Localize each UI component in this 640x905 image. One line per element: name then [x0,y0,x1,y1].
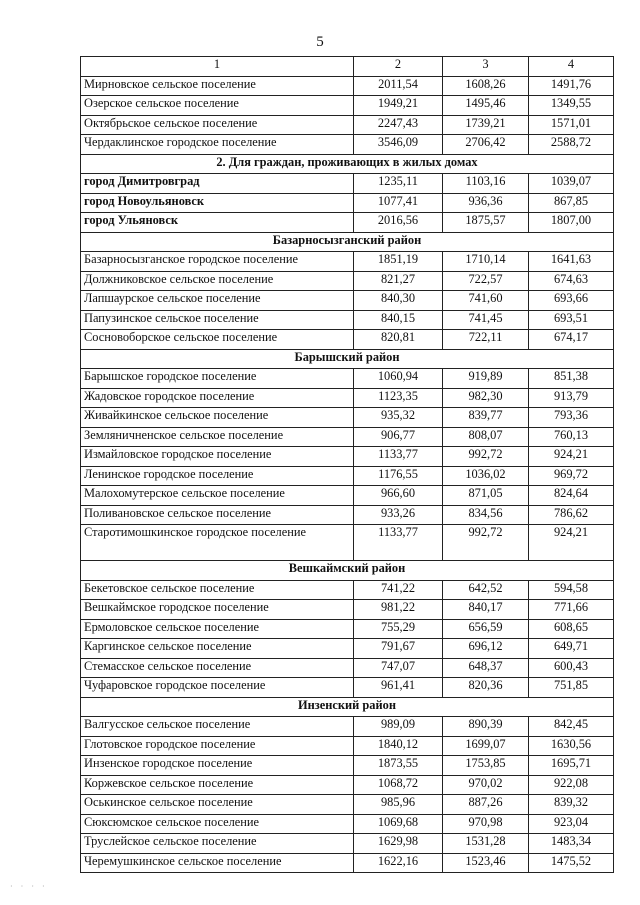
settlement-name: Черемушкинское сельское поселение [81,853,354,873]
value-col-3: 936,36 [443,193,529,213]
value-col-3: 919,89 [443,369,529,389]
settlement-name: Жадовское городское поселение [81,388,354,408]
value-col-4: 693,51 [529,310,614,330]
value-col-2: 906,77 [354,427,443,447]
settlement-name: Измайловское городское поселение [81,447,354,467]
column-header-1: 1 [81,57,354,77]
section-title: Базарносызганский район [81,232,614,252]
settlement-name: Оськинское сельское поселение [81,795,354,815]
settlement-name: Старотимошкинское городское поселение [81,525,354,561]
value-col-3: 970,98 [443,814,529,834]
column-header-4: 4 [529,57,614,77]
value-col-2: 985,96 [354,795,443,815]
value-col-3: 741,45 [443,310,529,330]
settlement-name: город Новоульяновск [81,193,354,213]
settlement-name: Земляничненское сельское поселение [81,427,354,447]
header-row [81,57,614,77]
value-col-3: 1739,21 [443,115,529,135]
value-col-3: 1531,28 [443,834,529,854]
table-row [81,271,614,291]
value-col-4: 649,71 [529,639,614,659]
settlement-name: Чердаклинское городское поселение [81,135,354,155]
value-col-2: 755,29 [354,619,443,639]
settlement-name: Инзенское городское поселение [81,756,354,776]
value-col-4: 1349,55 [529,96,614,116]
value-col-3: 839,77 [443,408,529,428]
value-col-3: 1608,26 [443,76,529,96]
scan-artifact: · · · · [10,882,48,891]
table-row [81,76,614,96]
table-row [81,658,614,678]
value-col-3: 1699,07 [443,736,529,756]
value-col-3: 696,12 [443,639,529,659]
settlement-name: город Димитровград [81,174,354,194]
value-col-2: 1949,21 [354,96,443,116]
section-header-row [81,232,614,252]
value-col-3: 808,07 [443,427,529,447]
value-col-2: 1077,41 [354,193,443,213]
table-row [81,427,614,447]
value-col-3: 648,37 [443,658,529,678]
value-col-4: 608,65 [529,619,614,639]
table-row [81,447,614,467]
value-col-4: 851,38 [529,369,614,389]
table-row [81,756,614,776]
value-col-3: 970,02 [443,775,529,795]
settlement-name: Живайкинское сельское поселение [81,408,354,428]
value-col-2: 1840,12 [354,736,443,756]
value-col-2: 1235,11 [354,174,443,194]
table-row [81,678,614,698]
value-col-3: 1523,46 [443,853,529,873]
value-col-4: 771,66 [529,600,614,620]
table-row [81,853,614,873]
settlement-name: Сосновоборское сельское поселение [81,330,354,350]
section-header-row [81,349,614,369]
value-col-3: 656,59 [443,619,529,639]
value-col-3: 1103,16 [443,174,529,194]
table-row [81,408,614,428]
settlement-name: Ермоловское сельское поселение [81,619,354,639]
value-col-4: 1807,00 [529,213,614,233]
value-col-3: 722,11 [443,330,529,350]
value-col-4: 842,45 [529,717,614,737]
settlement-name: Валгусское сельское поселение [81,717,354,737]
value-col-2: 1068,72 [354,775,443,795]
value-col-2: 2016,56 [354,213,443,233]
table-row [81,310,614,330]
section-title: Инзенский район [81,697,614,717]
table-row [81,525,614,561]
value-col-4: 924,21 [529,525,614,561]
value-col-3: 2706,42 [443,135,529,155]
value-col-2: 791,67 [354,639,443,659]
settlement-name: Ленинское городское поселение [81,466,354,486]
value-col-3: 840,17 [443,600,529,620]
settlement-name: Лапшаурское сельское поселение [81,291,354,311]
value-col-3: 982,30 [443,388,529,408]
table-body [81,76,614,873]
settlement-name: Должниковское сельское поселение [81,271,354,291]
table-row [81,96,614,116]
settlement-name: Чуфаровское городское поселение [81,678,354,698]
value-col-4: 674,63 [529,271,614,291]
value-col-4: 923,04 [529,814,614,834]
table-row [81,369,614,389]
value-col-2: 1176,55 [354,466,443,486]
settlement-name: Глотовское городское поселение [81,736,354,756]
value-col-2: 1133,77 [354,525,443,561]
value-col-2: 2011,54 [354,76,443,96]
table-row [81,174,614,194]
settlement-name: Коржевское сельское поселение [81,775,354,795]
section-title: 2. Для граждан, проживающих в жилых домах [81,154,614,174]
settlement-name: Октябрьское сельское поселение [81,115,354,135]
section-header-row [81,154,614,174]
table-row [81,717,614,737]
value-col-4: 867,85 [529,193,614,213]
table-row [81,213,614,233]
settlement-name: Вешкаймское городское поселение [81,600,354,620]
value-col-3: 1753,85 [443,756,529,776]
settlement-name: Базарносызганское городское поселение [81,252,354,272]
value-col-2: 821,27 [354,271,443,291]
value-col-2: 1123,35 [354,388,443,408]
section-title: Вешкаймский район [81,561,614,581]
value-col-2: 840,15 [354,310,443,330]
page-number: 5 [316,34,324,50]
section-header-row [81,561,614,581]
value-col-2: 741,22 [354,580,443,600]
table-row [81,193,614,213]
value-col-2: 3546,09 [354,135,443,155]
value-col-2: 981,22 [354,600,443,620]
column-header-2: 2 [354,57,443,77]
value-col-4: 600,43 [529,658,614,678]
value-col-2: 935,32 [354,408,443,428]
value-col-4: 1039,07 [529,174,614,194]
value-col-3: 871,05 [443,486,529,506]
section-header-row [81,697,614,717]
tariff-table [80,56,614,873]
value-col-2: 1069,68 [354,814,443,834]
value-col-3: 1875,57 [443,213,529,233]
table-row [81,736,614,756]
value-col-4: 824,64 [529,486,614,506]
settlement-name: Мирновское сельское поселение [81,76,354,96]
table-row [81,639,614,659]
value-col-4: 793,36 [529,408,614,428]
table-row [81,135,614,155]
value-col-2: 989,09 [354,717,443,737]
settlement-name: Каргинское сельское поселение [81,639,354,659]
value-col-4: 1695,71 [529,756,614,776]
value-col-4: 924,21 [529,447,614,467]
table-row [81,814,614,834]
settlement-name: Малохомутерское сельское поселение [81,486,354,506]
value-col-4: 1475,52 [529,853,614,873]
table-row [81,619,614,639]
value-col-4: 1483,34 [529,834,614,854]
column-header-3: 3 [443,57,529,77]
settlement-name: город Ульяновск [81,213,354,233]
value-col-3: 642,52 [443,580,529,600]
value-col-2: 961,41 [354,678,443,698]
value-col-2: 1629,98 [354,834,443,854]
value-col-4: 969,72 [529,466,614,486]
value-col-2: 1851,19 [354,252,443,272]
settlement-name: Барышское городское поселение [81,369,354,389]
settlement-name: Труслейское сельское поселение [81,834,354,854]
value-col-4: 839,32 [529,795,614,815]
value-col-2: 840,30 [354,291,443,311]
settlement-name: Поливановское сельское поселение [81,505,354,525]
value-col-4: 913,79 [529,388,614,408]
value-col-2: 1133,77 [354,447,443,467]
table-row [81,252,614,272]
table-header [81,57,614,77]
table-row [81,330,614,350]
table-row [81,466,614,486]
table-row [81,600,614,620]
value-col-4: 594,58 [529,580,614,600]
settlement-name: Бекетовское сельское поселение [81,580,354,600]
value-col-3: 820,36 [443,678,529,698]
value-col-4: 1630,56 [529,736,614,756]
value-col-4: 922,08 [529,775,614,795]
table-row [81,388,614,408]
value-col-4: 674,17 [529,330,614,350]
value-col-4: 693,66 [529,291,614,311]
table-row [81,291,614,311]
table-row [81,486,614,506]
value-col-2: 933,26 [354,505,443,525]
table-row [81,775,614,795]
value-col-4: 1641,63 [529,252,614,272]
table-row [81,115,614,135]
value-col-3: 1036,02 [443,466,529,486]
settlement-name: Папузинское сельское поселение [81,310,354,330]
value-col-4: 786,62 [529,505,614,525]
value-col-2: 1873,55 [354,756,443,776]
table-row [81,505,614,525]
value-col-4: 751,85 [529,678,614,698]
value-col-3: 887,26 [443,795,529,815]
value-col-2: 747,07 [354,658,443,678]
value-col-2: 1060,94 [354,369,443,389]
table-row [81,834,614,854]
settlement-name: Сюксюмское сельское поселение [81,814,354,834]
value-col-4: 1571,01 [529,115,614,135]
section-title: Барышский район [81,349,614,369]
settlement-name: Озерское сельское поселение [81,96,354,116]
value-col-2: 1622,16 [354,853,443,873]
value-col-3: 834,56 [443,505,529,525]
settlement-name: Стемасское сельское поселение [81,658,354,678]
value-col-3: 722,57 [443,271,529,291]
value-col-2: 966,60 [354,486,443,506]
value-col-2: 2247,43 [354,115,443,135]
value-col-3: 992,72 [443,525,529,561]
table-row [81,580,614,600]
value-col-3: 890,39 [443,717,529,737]
value-col-3: 741,60 [443,291,529,311]
value-col-4: 1491,76 [529,76,614,96]
value-col-3: 1710,14 [443,252,529,272]
value-col-2: 820,81 [354,330,443,350]
table-row [81,795,614,815]
value-col-3: 1495,46 [443,96,529,116]
value-col-4: 760,13 [529,427,614,447]
value-col-3: 992,72 [443,447,529,467]
value-col-4: 2588,72 [529,135,614,155]
